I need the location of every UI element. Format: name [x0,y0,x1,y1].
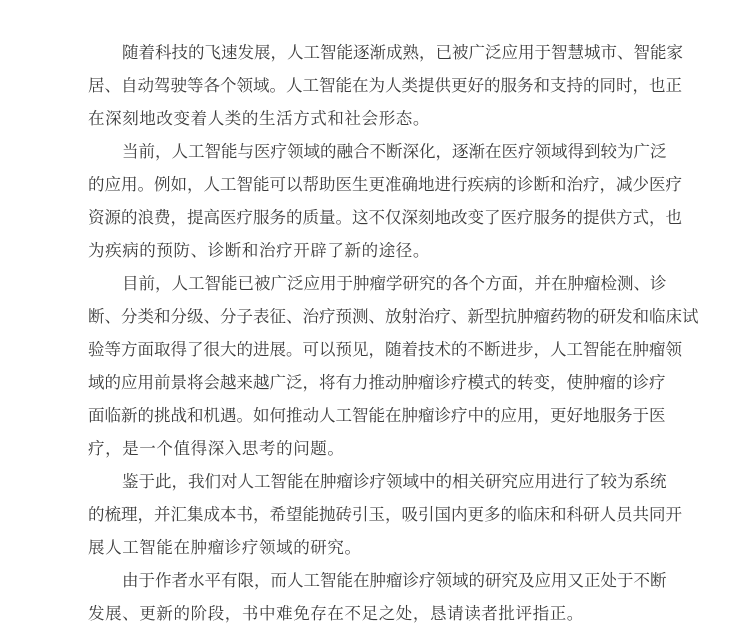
paragraph-line: 的应用。例如，人工智能可以帮助医生更准确地进行疾病的诊断和治疗，减少医疗 [88,175,682,194]
paragraph [88,135,682,267]
paragraph-line: 的梳理，并汇集成本书，希望能抛砖引玉，吸引国内更多的临床和科研人员共同开 [88,505,682,524]
paragraph-line: 验等方面取得了很大的进展。可以预见，随着技术的不断进步，人工智能在肿瘤领 [88,340,682,359]
paragraph-line: 鉴于此，我们对人工智能在肿瘤诊疗领域中的相关研究应用进行了较为系统 [122,472,667,491]
paragraph-line: 展人工智能在肿瘤诊疗领域的研究。 [88,538,362,557]
paragraph [88,465,682,564]
paragraph-line: 为疾病的预防、诊断和治疗开辟了新的途径。 [88,241,430,260]
paragraph-line: 在深刻地改变着人类的生活方式和社会形态。 [88,109,430,128]
paragraph-line: 域的应用前景将会越来越广泛，将有力推动肿瘤诊疗模式的转变，使肿瘤的诊疗 [88,373,666,392]
paragraph-line: 断、分类和分级、分子表征、治疗预测、放射治疗、新型抗肿瘤药物的研发和临床试 [88,307,699,326]
paragraph-line: 居、自动驾驶等各个领域。人工智能在为人类提供更好的服务和支持的同时，也正 [88,76,682,95]
paragraph-line: 随着科技的飞速发展，人工智能逐渐成熟，已被广泛应用于智慧城市、智能家 [122,43,683,62]
paragraph-line: 由于作者水平有限，而人工智能在肿瘤诊疗领域的研究及应用又正处于不断 [122,571,667,590]
document-page [88,36,699,630]
paragraph-line: 发展、更新的阶段，书中难免存在不足之处，恳请读者批评指正。 [88,604,584,623]
paragraph [88,36,683,135]
paragraph-line: 资源的浪费，提高医疗服务的质量。这不仅深刻地改变了医疗服务的提供方式，也 [88,208,682,227]
paragraph-line: 当前，人工智能与医疗领域的融合不断深化，逐渐在医疗领域得到较为广泛 [122,142,667,161]
paragraph [88,564,667,630]
paragraph [88,267,699,465]
paragraph-line: 目前，人工智能已被广泛应用于肿瘤学研究的各个方面，并在肿瘤检测、诊 [122,274,667,293]
paragraph-line: 疗，是一个值得深入思考的问题。 [88,439,345,458]
paragraph-line: 面临新的挑战和机遇。如何推动人工智能在肿瘤诊疗中的应用，更好地服务于医 [88,406,666,425]
